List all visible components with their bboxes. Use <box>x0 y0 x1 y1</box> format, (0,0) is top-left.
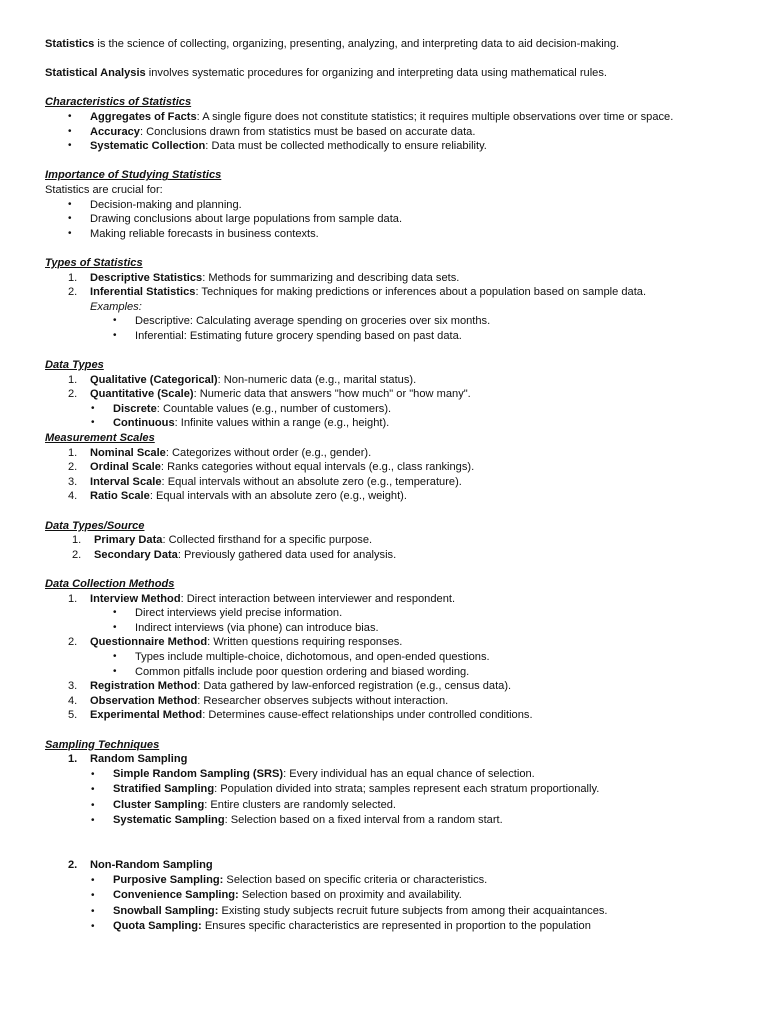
description: Ensures specific characteristics are represented in proportion to the population <box>201 920 591 933</box>
list-item <box>45 285 723 300</box>
description: : Non-numeric data (e.g., marital status). <box>217 373 417 386</box>
list-number: 1. <box>68 592 78 605</box>
term: Ratio Scale <box>90 490 150 503</box>
sampling-nonrandom <box>45 858 723 873</box>
term: Snowball Sampling: <box>113 904 219 917</box>
heading-data-types: Data Types <box>45 359 104 372</box>
term: Descriptive Statistics <box>90 271 203 284</box>
list-item: • Inferential: Estimating future grocery spending based on past data. <box>45 329 723 344</box>
list-number: 1. <box>68 271 78 284</box>
term: Nominal Scale <box>90 446 166 459</box>
list-item <box>45 271 723 286</box>
list-number: 1. <box>68 753 78 766</box>
heading-characteristics: Characteristics of Statistics <box>45 96 192 109</box>
term: Quantitative (Scale) <box>90 388 194 401</box>
term: Observation Method <box>90 694 198 707</box>
description: : Conclusions drawn from statistics must be based on accurate data. <box>139 125 476 138</box>
heading-importance: Importance of Studying Statistics <box>45 169 222 182</box>
list-item: • Indirect interviews (via phone) can introduce bias. <box>45 621 723 636</box>
description: : Data must be collected methodically to ensure reliability. <box>205 140 487 153</box>
term: Aggregates of Facts <box>90 110 197 123</box>
importance-list <box>45 198 723 242</box>
description: : Selection based on a fixed interval from a random start. <box>224 814 503 827</box>
heading-sampling: Sampling Techniques <box>45 738 160 751</box>
description: : Categorizes without order (e.g., gender). <box>165 446 372 459</box>
list-item <box>45 904 723 920</box>
list-number: 2. <box>68 636 78 649</box>
sampling-random <box>45 752 723 767</box>
description: : Every individual has an equal chance of selection. <box>283 767 535 780</box>
description: : Ranks categories without equal intervals (e.g., class rankings). <box>160 461 475 474</box>
description: Selection based on proximity and availability. <box>238 889 462 902</box>
interview-sub-list <box>45 606 723 635</box>
term: Non-Random Sampling <box>90 859 213 872</box>
term: Statistical Analysis <box>45 67 146 80</box>
heading-measurement-scales: Measurement Scales <box>45 432 155 445</box>
term: Registration Method <box>90 680 198 693</box>
source-list <box>45 533 723 562</box>
list-item <box>45 782 723 798</box>
list-item <box>45 635 723 650</box>
list-item <box>45 373 723 388</box>
quantitative-sub-list <box>45 402 723 431</box>
term: Qualitative (Categorical) <box>90 373 218 386</box>
list-item <box>45 919 723 935</box>
list-item <box>45 548 723 563</box>
term: Experimental Method <box>90 709 203 722</box>
term: Convenience Sampling: <box>113 889 239 902</box>
list-number: 1. <box>72 534 82 547</box>
list-item <box>45 446 723 461</box>
description: : Numeric data that answers "how much" or "how many". <box>193 388 471 401</box>
term: Systematic Sampling <box>113 814 225 827</box>
list-number: 2. <box>68 859 78 872</box>
random-sampling-list <box>45 767 723 829</box>
intro-statistics <box>45 37 723 52</box>
list-item <box>45 873 723 889</box>
list-item <box>45 533 723 548</box>
term: Systematic Collection <box>90 140 206 153</box>
list-item <box>45 752 723 767</box>
term: Accuracy <box>90 125 140 138</box>
term: Secondary Data <box>94 548 178 561</box>
description: : Techniques for making predictions or inferences about a population based on sample data. <box>195 286 647 299</box>
list-item <box>45 888 723 904</box>
list-number: 3. <box>68 680 78 693</box>
description: : Population divided into strata; samples represent each stratum proportionally. <box>214 783 600 796</box>
list-item <box>45 110 723 125</box>
list-item <box>45 139 723 154</box>
term: Simple Random Sampling (SRS) <box>113 767 284 780</box>
questionnaire-sub-list <box>45 650 723 679</box>
term: Stratified Sampling <box>113 783 215 796</box>
nonrandom-sampling-list <box>45 873 723 935</box>
heading-collection-methods: Data Collection Methods <box>45 577 175 590</box>
list-item <box>45 402 723 417</box>
list-item <box>45 416 723 431</box>
definition: is the science of collecting, organizing, presenting, analyzing, and interpreting data to aid decision-making. <box>94 38 620 50</box>
list-number: 2. <box>68 461 78 474</box>
description: : Data gathered by law-enforced registration (e.g., census data). <box>197 680 512 693</box>
list-number: 4. <box>68 490 78 503</box>
list-item <box>45 592 723 607</box>
description: : Equal intervals with an absolute zero (e.g., weight). <box>149 490 407 503</box>
heading-types: Types of Statistics <box>45 256 143 269</box>
list-number: 4. <box>68 694 78 707</box>
description: : Written questions requiring responses. <box>207 636 403 649</box>
collection-list-rest <box>45 679 723 723</box>
term: Quota Sampling: <box>113 920 202 933</box>
list-item: • Types include multiple-choice, dichotomous, and open-ended questions. <box>45 650 723 665</box>
list-item: • Decision-making and planning. <box>45 198 723 213</box>
term: Statistics <box>45 38 95 50</box>
list-item <box>45 387 723 402</box>
heading-data-source: Data Types/Source <box>45 519 145 532</box>
description: : Entire clusters are randomly selected. <box>204 798 396 811</box>
list-number: 1. <box>68 446 78 459</box>
description: : Direct interaction between interviewer and respondent. <box>180 592 456 605</box>
description: : A single figure does not constitute statistics; it requires multiple observations over time or space. <box>196 110 674 123</box>
list-item <box>45 125 723 140</box>
list-item <box>45 858 723 873</box>
list-item <box>45 694 723 709</box>
list-item <box>45 813 723 829</box>
scales-list <box>45 446 723 504</box>
examples-label: Examples: <box>90 300 142 313</box>
types-list <box>45 271 723 300</box>
term: Questionnaire Method <box>90 636 208 649</box>
list-item <box>45 708 723 723</box>
description: : Previously gathered data used for analysis. <box>177 548 397 561</box>
description: : Countable values (e.g., number of customers). <box>156 402 392 415</box>
collection-list <box>45 592 723 607</box>
data-types-list <box>45 373 723 402</box>
term: Discrete <box>113 402 157 415</box>
description: : Researcher observes subjects without interaction. <box>197 694 449 707</box>
list-item: • Direct interviews yield precise information. <box>45 606 723 621</box>
list-number: 2. <box>68 388 78 401</box>
description: Selection based on specific criteria or characteristics. <box>223 873 488 886</box>
intro-statistical-analysis <box>45 66 723 81</box>
list-item: • Drawing conclusions about large populations from sample data. <box>45 212 723 227</box>
description: : Equal intervals without an absolute zero (e.g., temperature). <box>161 475 462 488</box>
description: : Infinite values within a range (e.g., height). <box>174 417 390 430</box>
description: : Methods for summarizing and describing data sets. <box>202 271 460 284</box>
list-number: 5. <box>68 709 78 722</box>
term: Ordinal Scale <box>90 461 161 474</box>
definition: involves systematic procedures for organizing and interpreting data using mathematical rules. <box>145 67 607 80</box>
list-item <box>45 679 723 694</box>
list-item: • Making reliable forecasts in business contexts. <box>45 227 723 242</box>
list-item <box>45 798 723 814</box>
document-page <box>45 37 723 935</box>
list-item: • Descriptive: Calculating average spending on groceries over six months. <box>45 314 723 329</box>
list-item <box>45 767 723 783</box>
list-number: 2. <box>68 286 78 299</box>
list-item <box>45 475 723 490</box>
list-number: 1. <box>68 373 78 386</box>
importance-lead: Statistics are crucial for: <box>45 183 163 196</box>
description: : Determines cause-effect relationships under controlled conditions. <box>202 709 533 722</box>
examples-list <box>45 314 723 343</box>
characteristics-list <box>45 110 723 154</box>
term: Inferential Statistics <box>90 286 196 299</box>
list-number: 2. <box>72 548 82 561</box>
term: Cluster Sampling <box>113 798 205 811</box>
term: Purposive Sampling: <box>113 873 224 886</box>
list-item <box>45 460 723 475</box>
term: Interval Scale <box>90 475 162 488</box>
term: Primary Data <box>94 534 163 547</box>
description: : Collected firsthand for a specific purpose. <box>162 534 373 547</box>
description: Existing study subjects recruit future subjects from among their acquaintances. <box>218 904 608 917</box>
term: Continuous <box>113 417 175 430</box>
term: Interview Method <box>90 592 181 605</box>
list-number: 3. <box>68 475 78 488</box>
collection-list-cont <box>45 635 723 650</box>
list-item: • Common pitfalls include poor question ordering and biased wording. <box>45 665 723 680</box>
list-item <box>45 489 723 504</box>
term: Random Sampling <box>90 753 188 766</box>
